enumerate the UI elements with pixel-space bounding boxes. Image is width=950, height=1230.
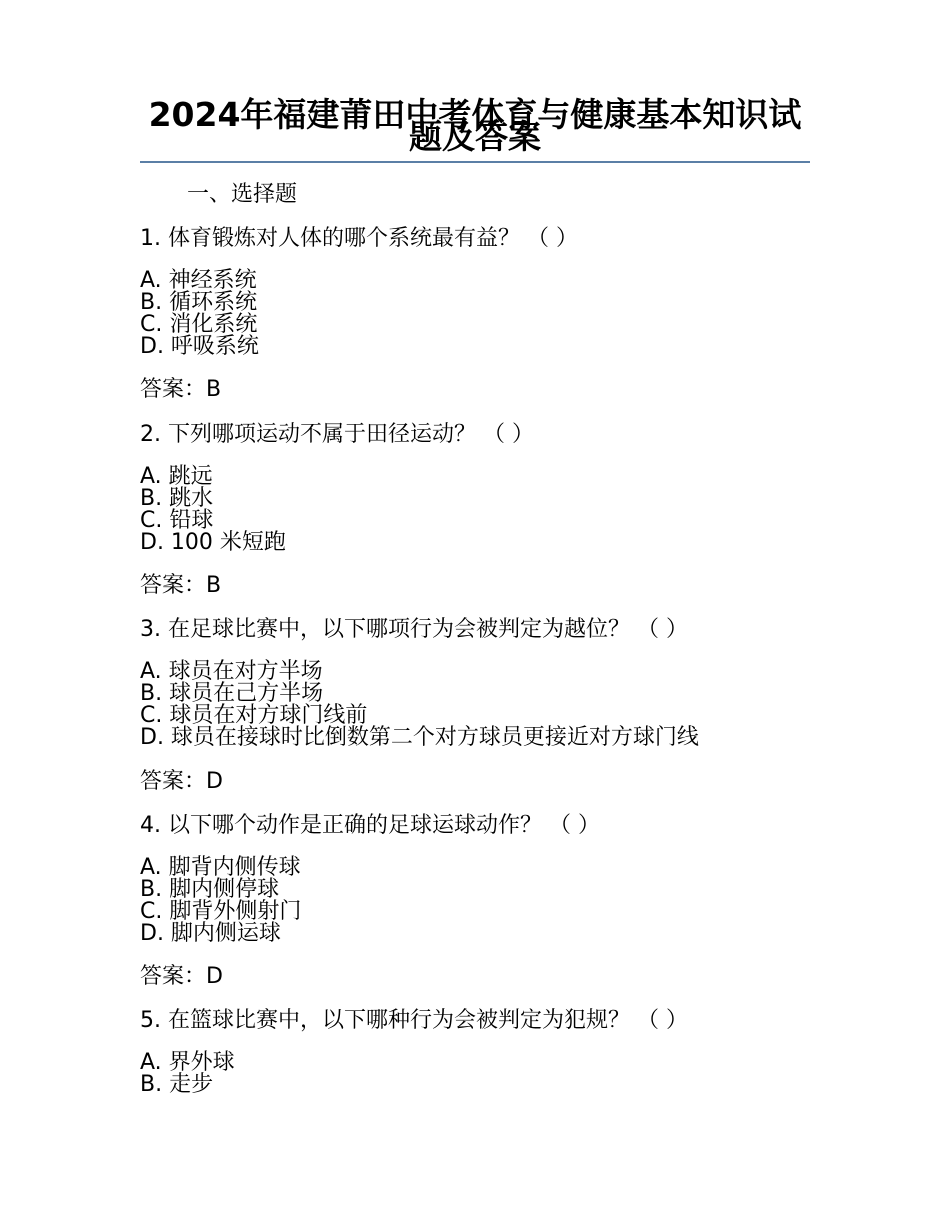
option-b: B. 走步 [140, 1072, 214, 1097]
option-a: A. 神经系统 [140, 268, 257, 293]
option-a: A. 脚背内侧传球 [140, 855, 301, 880]
option-b: B. 球员在己方半场 [140, 681, 324, 706]
option-d: D. 脚内侧运球 [140, 921, 281, 946]
option-a: A. 球员在对方半场 [140, 659, 323, 684]
option-a: A. 界外球 [140, 1050, 235, 1075]
question-2-options [140, 466, 286, 554]
question-4-stem: 4. 以下哪个动作是正确的足球运球动作？ （ ） [140, 813, 600, 838]
option-b: B. 跳水 [140, 486, 214, 511]
question-2-stem: 2. 下列哪项运动不属于田径运动？ （ ） [140, 422, 534, 447]
option-c: C. 铅球 [140, 508, 214, 533]
option-d: D. 呼吸系统 [140, 334, 259, 359]
option-b: B. 脚内侧停球 [140, 877, 280, 902]
option-d: D. 球员在接球时比倒数第二个对方球员更接近对方球门线 [140, 725, 699, 750]
question-4-options [140, 857, 301, 945]
question-5-stem: 5. 在篮球比赛中，以下哪种行为会被判定为犯规？ （ ） [140, 1008, 688, 1033]
option-d: D. 100 米短跑 [140, 530, 286, 555]
question-2-answer: 答案：B [140, 573, 222, 598]
question-3-stem: 3. 在足球比赛中，以下哪项行为会被判定为越位？ （ ） [140, 617, 688, 642]
option-c: C. 消化系统 [140, 312, 258, 337]
question-1-options [140, 270, 259, 358]
option-c: C. 球员在对方球门线前 [140, 703, 368, 728]
question-1-stem: 1. 体育锻炼对人体的哪个系统最有益？ （ ） [140, 226, 578, 251]
question-4-answer: 答案：D [140, 964, 223, 989]
document-title: 2024年福建莆田中考体育与健康基本知识试题及答案 [148, 95, 802, 156]
section-heading: 一、选择题 [187, 182, 298, 207]
title-divider [140, 161, 810, 163]
option-c: C. 脚背外侧射门 [140, 899, 302, 924]
question-3-answer: 答案：D [140, 769, 223, 794]
question-1-answer: 答案：B [140, 377, 222, 402]
option-b: B. 循环系统 [140, 290, 258, 315]
question-3-options [140, 661, 699, 749]
question-5-options [140, 1052, 235, 1096]
option-a: A. 跳远 [140, 464, 213, 489]
